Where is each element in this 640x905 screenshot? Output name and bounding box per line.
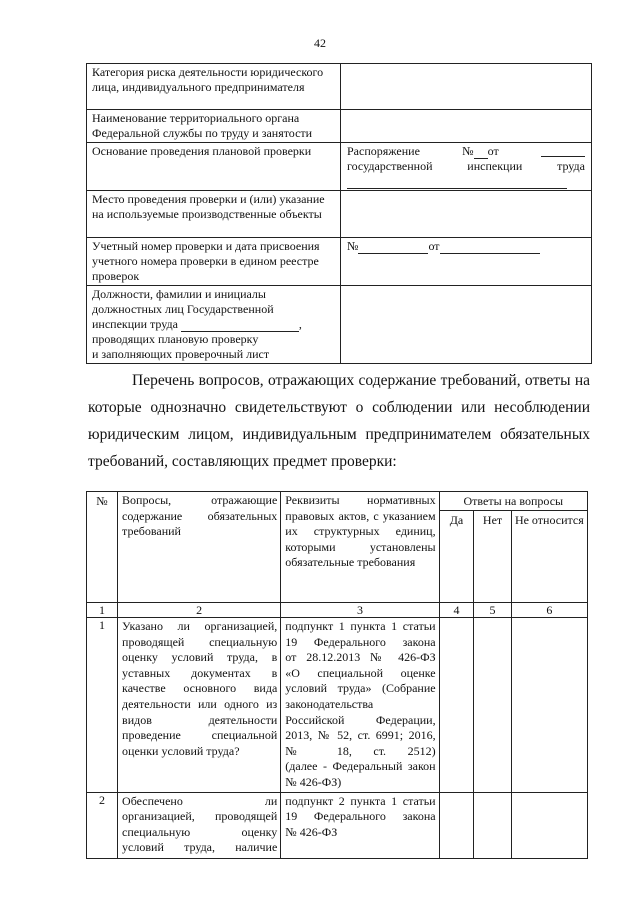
column-number-5: 5	[474, 603, 511, 618]
row-2-answer-yes[interactable]	[439, 792, 474, 858]
row-2-q-line: специальную оценку	[122, 824, 278, 839]
page-number: 42	[314, 36, 326, 50]
inspection-info-table	[86, 63, 592, 364]
row-1-num: 1	[87, 618, 118, 793]
header-requisites: Реквизиты нормативных правовых актов, с указанием их структурных единиц, которыми установлены обязательные требования	[281, 492, 439, 603]
header-questions: Вопросы, отражающие содержание обязательных требований	[118, 492, 281, 603]
row-1-q-line: видов деятельности	[122, 712, 278, 727]
row-2-q-line: Обеспечено ли	[122, 793, 278, 808]
row-1-q-line: уставных документах в	[122, 665, 278, 680]
row-1-q-line: Указано ли организацией,	[122, 619, 278, 633]
row-1-q-line: оценку условий труда, в	[122, 650, 278, 665]
column-number-3: 3	[281, 603, 439, 618]
basis-value[interactable]	[341, 143, 592, 191]
table-row	[87, 792, 588, 858]
basis-from-word: от	[487, 144, 499, 158]
row-2-r-line: подпункт 2 пункта 1 статьи	[285, 793, 436, 808]
row-1-answer-yes[interactable]	[439, 618, 474, 793]
row-1-q-line: проводящей специальную	[122, 634, 278, 649]
row-2-question	[118, 792, 281, 858]
registration-number-value[interactable]	[341, 238, 592, 286]
officials-line-5: и заполняющих проверочный лист	[92, 347, 270, 361]
row-1-r-line: 19 Федерального закона	[285, 634, 436, 649]
checklist-intro	[88, 367, 590, 475]
row-1-r-line: (далее - Федеральный закон	[285, 759, 436, 774]
officials-line-2: должностных лиц Государственной	[92, 302, 274, 316]
header-num: №	[87, 492, 118, 603]
row-2-answer-no[interactable]	[474, 792, 511, 858]
row-2-q-line: условий труда, наличие	[122, 840, 278, 855]
row-1-r-line: законодательства	[285, 696, 374, 711]
column-number-2: 2	[118, 603, 281, 618]
row-1-answer-no[interactable]	[474, 618, 511, 793]
row-2-requisites	[281, 792, 439, 858]
row-1-r-line: № 18, ст. 2512)	[285, 743, 436, 758]
officials-line-3: инспекции труда	[92, 317, 178, 331]
checklist-intro-text: Перечень вопросов, отражающих содержание требований, ответы на которые однозначно свидетельствуют о соблюдении или несоблюдении юридическим лицом, индивидуальным предпринимателем обязательных требований, составляющих предмет проверки:	[88, 372, 590, 470]
territorial-body-label: Наименование территориального органа Федеральной службы по труду и занятости	[87, 110, 341, 143]
column-number-6: 6	[511, 603, 587, 618]
row-1-q-line: качестве основного вида	[122, 681, 278, 696]
row-1-q-line: проведение специальной	[122, 728, 278, 743]
row-1-r-line: № 426-ФЗ)	[285, 774, 342, 789]
officials-label: Должности, фамилии и инициалы должностных лиц Государственной инспекции труда , проводящих плановую проверку и заполняющих проверочный лист	[87, 286, 341, 364]
header-answers: Ответы на вопросы	[439, 492, 587, 511]
risk-category-value[interactable]	[341, 64, 592, 110]
row-1-r-line: Российской Федерации,	[285, 712, 436, 727]
basis-label: Основание проведения плановой проверки	[87, 143, 341, 191]
territorial-body-value[interactable]	[341, 110, 592, 143]
registration-number-sign: №	[347, 239, 359, 253]
row-1-r-line: «О специальной оценке	[285, 665, 436, 680]
row-1-r-line: от 28.12.2013 № 426-ФЗ	[285, 650, 436, 665]
row-1-requisites	[281, 618, 439, 793]
registration-from-word: от	[428, 239, 440, 253]
column-number-1: 1	[87, 603, 118, 618]
inspection-place-value[interactable]	[341, 191, 592, 238]
row-2-answer-na[interactable]	[511, 792, 587, 858]
row-2-num: 2	[87, 792, 118, 858]
row-1-q-line: оценки условий труда?	[122, 743, 240, 758]
row-2-q-line: организацией, проводящей	[122, 809, 278, 824]
row-1-r-line: условий труда» (Собрание	[285, 681, 436, 696]
row-2-r-line: 19 Федерального закона	[285, 809, 436, 824]
officials-line-1: Должности, фамилии и инициалы	[92, 287, 266, 301]
header-no: Нет	[474, 511, 511, 603]
inspection-place-label: Место проведения проверки и (или) указание на используемые производственные объекты	[87, 191, 341, 238]
officials-line-4: проводящих плановую проверку	[92, 332, 259, 346]
row-1-q-line: деятельности или одного из	[122, 696, 278, 711]
column-number-4: 4	[439, 603, 474, 618]
basis-inspection-word: инспекции	[467, 159, 523, 173]
row-1-r-line: подпункт 1 пункта 1 статьи	[285, 619, 436, 633]
header-not-applicable: Не относится	[511, 511, 587, 603]
officials-value[interactable]	[341, 286, 592, 364]
basis-labor-word: труда	[557, 159, 585, 173]
header-yes: Да	[439, 511, 474, 603]
row-1-question	[118, 618, 281, 793]
table-row	[87, 618, 588, 793]
registration-number-label: Учетный номер проверки и дата присвоения учетного номера проверки в едином реестре проверок	[87, 238, 341, 286]
row-2-r-line: № 426-ФЗ	[285, 824, 338, 839]
checklist-table	[86, 491, 588, 859]
row-1-r-line: 2013, № 52, ст. 6991; 2016,	[285, 728, 436, 743]
risk-category-label: Категория риска деятельности юридического лица, индивидуального предпринимателя	[87, 64, 341, 110]
row-1-answer-na[interactable]	[511, 618, 587, 793]
basis-state-word: государственной	[347, 159, 433, 173]
basis-order-word: Распоряжение	[347, 144, 420, 158]
basis-number-sign: №	[462, 144, 474, 158]
